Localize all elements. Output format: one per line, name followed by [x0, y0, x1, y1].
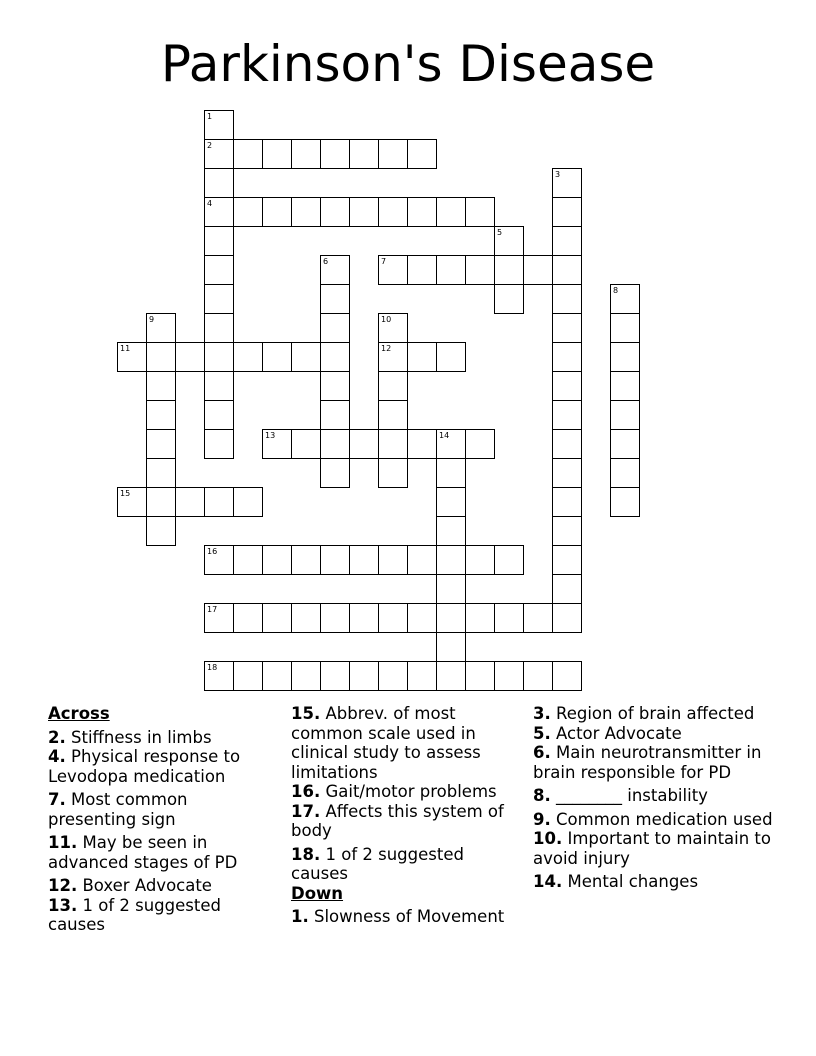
- grid-cell[interactable]: [378, 313, 408, 343]
- grid-cell[interactable]: [436, 661, 466, 691]
- grid-cell[interactable]: [552, 255, 582, 285]
- grid-cell[interactable]: [175, 487, 205, 517]
- grid-cell[interactable]: [407, 197, 437, 227]
- clue-number-label: 15: [120, 489, 131, 498]
- grid-cell[interactable]: [407, 255, 437, 285]
- clue-down-6: 6. Main neurotransmitter in brain responsible for PD: [533, 743, 762, 782]
- grid-cell[interactable]: [146, 429, 176, 459]
- grid-cell[interactable]: [494, 603, 524, 633]
- grid-cell[interactable]: [523, 255, 553, 285]
- grid-cell[interactable]: [378, 342, 408, 372]
- grid-cell[interactable]: [291, 603, 321, 633]
- grid-cell[interactable]: [262, 603, 292, 633]
- grid-cell[interactable]: [146, 313, 176, 343]
- grid-cell[interactable]: [436, 487, 466, 517]
- grid-cell[interactable]: [378, 603, 408, 633]
- grid-cell[interactable]: [610, 400, 640, 430]
- grid-cell[interactable]: [146, 342, 176, 372]
- grid-cell[interactable]: [349, 603, 379, 633]
- clue-down-8: 8. ________ instability: [533, 786, 708, 805]
- grid-cell[interactable]: [204, 197, 234, 227]
- grid-cell[interactable]: [349, 545, 379, 575]
- grid-cell[interactable]: [349, 429, 379, 459]
- clue-across-7: 7. Most common presenting sign: [48, 790, 188, 829]
- grid-cell[interactable]: [291, 139, 321, 169]
- grid-cell[interactable]: [610, 429, 640, 459]
- clue-across-4: 4. Physical response to Levodopa medication: [48, 747, 241, 786]
- clue-number-label: 14: [439, 431, 450, 440]
- grid-cell[interactable]: [610, 371, 640, 401]
- across-heading: Across: [48, 704, 110, 723]
- grid-cell[interactable]: [349, 661, 379, 691]
- puzzle-title: Parkinson's Disease: [160, 35, 656, 93]
- grid-cell[interactable]: [407, 429, 437, 459]
- grid-cell[interactable]: [407, 342, 437, 372]
- grid-cell[interactable]: [552, 284, 582, 314]
- grid-cell[interactable]: [175, 342, 205, 372]
- grid-cell[interactable]: [552, 661, 582, 691]
- grid-cell[interactable]: [378, 139, 408, 169]
- grid-cell[interactable]: [552, 168, 582, 198]
- grid-cell[interactable]: [291, 661, 321, 691]
- grid-cell[interactable]: [117, 487, 147, 517]
- clue-number-label: 10: [381, 315, 392, 324]
- grid-cell[interactable]: [204, 661, 234, 691]
- clue-down-3: 3. Region of brain affected: [533, 704, 755, 723]
- grid-cell[interactable]: [204, 226, 234, 256]
- grid-cell[interactable]: [320, 603, 350, 633]
- grid-cell[interactable]: [320, 400, 350, 430]
- clue-column-3: [533, 704, 773, 892]
- grid-cell[interactable]: [320, 342, 350, 372]
- grid-cell[interactable]: [378, 197, 408, 227]
- grid-cell[interactable]: [552, 342, 582, 372]
- grid-cell[interactable]: [349, 139, 379, 169]
- grid-cell[interactable]: [465, 429, 495, 459]
- clue-down-1: 1. Slowness of Movement: [291, 907, 505, 926]
- grid-cell[interactable]: [436, 429, 466, 459]
- clue-number-label: 1: [207, 112, 213, 121]
- grid-cell[interactable]: [610, 458, 640, 488]
- grid-cell[interactable]: [523, 603, 553, 633]
- grid-cell[interactable]: [233, 487, 263, 517]
- clue-down-10: 10. Important to maintain to avoid injury: [533, 829, 771, 868]
- grid-cell[interactable]: [378, 255, 408, 285]
- grid-cell[interactable]: [204, 371, 234, 401]
- grid-cell[interactable]: [407, 545, 437, 575]
- grid-cell[interactable]: [320, 429, 350, 459]
- grid-cell[interactable]: [610, 342, 640, 372]
- grid-cell[interactable]: [204, 603, 234, 633]
- grid-cell[interactable]: [204, 400, 234, 430]
- grid-cell[interactable]: [204, 342, 234, 372]
- clue-number-label: 17: [207, 605, 218, 614]
- grid-cell[interactable]: [552, 226, 582, 256]
- grid-cell[interactable]: [465, 545, 495, 575]
- grid-cell[interactable]: [552, 603, 582, 633]
- grid-cell[interactable]: [436, 197, 466, 227]
- grid-cell[interactable]: [407, 603, 437, 633]
- grid-cell[interactable]: [262, 197, 292, 227]
- clue-number-label: 5: [497, 228, 503, 237]
- grid-cell[interactable]: [378, 400, 408, 430]
- clue-across-2: 2. Stiffness in limbs: [48, 727, 212, 747]
- grid-cell[interactable]: [436, 255, 466, 285]
- clue-number-label: 9: [149, 315, 155, 324]
- grid-cell[interactable]: [552, 458, 582, 488]
- grid-cell[interactable]: [552, 400, 582, 430]
- grid-cell[interactable]: [233, 197, 263, 227]
- grid-cell[interactable]: [233, 545, 263, 575]
- clue-number-label: 11: [120, 344, 131, 353]
- grid-cell[interactable]: [291, 545, 321, 575]
- grid-cell[interactable]: [204, 429, 234, 459]
- grid-cell[interactable]: [233, 139, 263, 169]
- clue-across-11: 11. May be seen in advanced stages of PD: [48, 833, 238, 872]
- grid-cell[interactable]: [204, 110, 234, 140]
- clue-across-13: 13. 1 of 2 suggested causes: [48, 895, 221, 934]
- grid-cell[interactable]: [610, 487, 640, 517]
- grid-cell[interactable]: [552, 429, 582, 459]
- grid-cell[interactable]: [320, 661, 350, 691]
- grid-cell[interactable]: [291, 342, 321, 372]
- grid-cell[interactable]: [320, 255, 350, 285]
- grid-cell[interactable]: [552, 371, 582, 401]
- grid-cell[interactable]: [378, 429, 408, 459]
- down-heading: Down: [291, 883, 344, 903]
- grid-cell[interactable]: [436, 632, 466, 662]
- grid-cell[interactable]: [146, 487, 176, 517]
- clue-number-label: 4: [207, 199, 213, 208]
- grid-cell[interactable]: [320, 545, 350, 575]
- grid-cell[interactable]: [378, 661, 408, 691]
- grid-cell[interactable]: [204, 284, 234, 314]
- grid-cell[interactable]: [552, 487, 582, 517]
- grid-cell[interactable]: [436, 574, 466, 604]
- clue-number-label: 3: [555, 170, 561, 179]
- grid-cell[interactable]: [233, 603, 263, 633]
- grid-cell[interactable]: [610, 284, 640, 314]
- clue-down-9: 9. Common medication used: [533, 809, 773, 829]
- grid-cell[interactable]: [552, 516, 582, 546]
- clue-across-16: 16. Gait/motor problems: [291, 782, 497, 801]
- clue-number-label: 12: [381, 344, 392, 353]
- grid-cell[interactable]: [465, 197, 495, 227]
- grid-cell[interactable]: [146, 400, 176, 430]
- clue-number-label: 6: [323, 257, 329, 266]
- grid-cell[interactable]: [204, 168, 234, 198]
- clue-across-15: 15. Abbrev. of most common scale used in clinical study to assess limitations: [291, 704, 481, 782]
- clue-number-label: 7: [381, 257, 387, 266]
- grid-cell[interactable]: [204, 313, 234, 343]
- clue-down-14: 14. Mental changes: [533, 872, 699, 891]
- grid-cell[interactable]: [552, 574, 582, 604]
- grid-cell[interactable]: [117, 342, 147, 372]
- grid-cell[interactable]: [494, 545, 524, 575]
- grid-cell[interactable]: [465, 661, 495, 691]
- clue-number-label: 8: [613, 286, 619, 295]
- grid-cell[interactable]: [262, 661, 292, 691]
- grid-cell[interactable]: [465, 603, 495, 633]
- grid-cell[interactable]: [291, 197, 321, 227]
- clue-number-label: 13: [265, 431, 276, 440]
- grid-cell[interactable]: [349, 197, 379, 227]
- grid-cell[interactable]: [262, 429, 292, 459]
- grid-cell[interactable]: [146, 516, 176, 546]
- grid-cell[interactable]: [204, 139, 234, 169]
- grid-cell[interactable]: [320, 284, 350, 314]
- clue-column-2: [291, 704, 526, 927]
- grid-cell[interactable]: [436, 603, 466, 633]
- grid-cell[interactable]: [436, 458, 466, 488]
- grid-cell[interactable]: [407, 661, 437, 691]
- grid-cell[interactable]: [552, 545, 582, 575]
- grid-cell[interactable]: [378, 458, 408, 488]
- grid-cell[interactable]: [320, 458, 350, 488]
- grid-cell[interactable]: [436, 516, 466, 546]
- grid-cell[interactable]: [494, 661, 524, 691]
- clue-across-17: 17. Affects this system of body: [291, 801, 504, 840]
- grid-cell[interactable]: [233, 342, 263, 372]
- grid-cell[interactable]: [262, 545, 292, 575]
- grid-cell[interactable]: [378, 545, 408, 575]
- grid-cell[interactable]: [320, 197, 350, 227]
- grid-cell[interactable]: [204, 545, 234, 575]
- grid-cell[interactable]: [494, 226, 524, 256]
- grid-cell[interactable]: [233, 661, 263, 691]
- grid-cell[interactable]: [204, 487, 234, 517]
- grid-cell[interactable]: [552, 313, 582, 343]
- grid-cell[interactable]: [523, 661, 553, 691]
- clue-column-1: [48, 704, 278, 935]
- grid-cell[interactable]: [494, 284, 524, 314]
- grid-cell[interactable]: [262, 342, 292, 372]
- grid-cell[interactable]: [552, 197, 582, 227]
- grid-cell[interactable]: [610, 313, 640, 343]
- grid-cell[interactable]: [407, 139, 437, 169]
- grid-cell[interactable]: [378, 371, 408, 401]
- clue-across-12: 12. Boxer Advocate: [48, 876, 212, 895]
- grid-cell[interactable]: [320, 139, 350, 169]
- clue-down-5: 5. Actor Advocate: [533, 723, 682, 743]
- grid-cell[interactable]: [465, 255, 495, 285]
- clue-number-label: 2: [207, 141, 213, 150]
- grid-cell[interactable]: [320, 371, 350, 401]
- clue-number-label: 18: [207, 663, 218, 672]
- grid-cell[interactable]: [494, 255, 524, 285]
- grid-cell[interactable]: [291, 429, 321, 459]
- grid-cell[interactable]: [320, 313, 350, 343]
- grid-cell[interactable]: [204, 255, 234, 285]
- clue-across-18: 18. 1 of 2 suggested causes: [291, 844, 464, 883]
- grid-cell[interactable]: [262, 139, 292, 169]
- grid-cell[interactable]: [146, 458, 176, 488]
- grid-cell[interactable]: [146, 371, 176, 401]
- grid-cell[interactable]: [436, 342, 466, 372]
- clue-number-label: 16: [207, 547, 218, 556]
- grid-cell[interactable]: [436, 545, 466, 575]
